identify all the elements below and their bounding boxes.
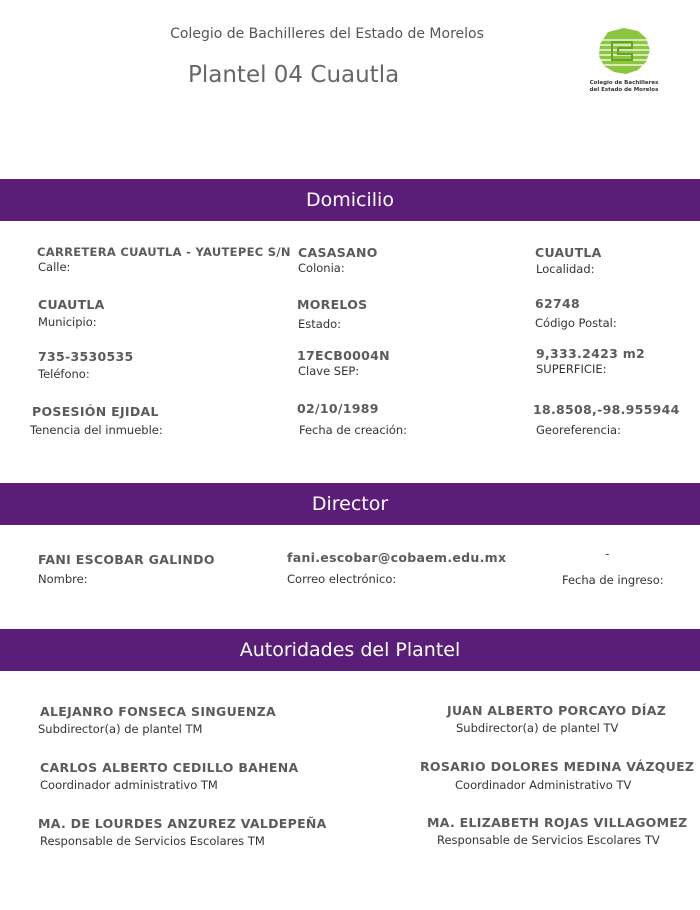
director-name-value: FANI ESCOBAR GALINDO	[38, 552, 215, 567]
calle-value: CARRETERA CUAUTLA - YAUTEPEC S/N	[37, 245, 291, 259]
authority-name: ALEJANRO FONSECA SINGUENZA	[40, 704, 276, 719]
authority-name: ROSARIO DOLORES MEDINA VÁZQUEZ	[420, 759, 695, 774]
codigo-postal-value: 62748	[535, 296, 580, 311]
logo-caption-line-2: del Estado de Morelos	[589, 87, 659, 93]
georeferencia-label: Georeferencia:	[536, 423, 621, 437]
fecha-ingreso-value: -	[605, 546, 610, 561]
authority-role: Coordinador Administrativo TV	[455, 778, 632, 792]
localidad-value: CUAUTLA	[535, 245, 602, 260]
authority-name: CARLOS ALBERTO CEDILLO BAHENA	[40, 760, 299, 775]
telefono-value: 735-3530535	[38, 349, 134, 364]
logo-caption	[578, 80, 670, 94]
superficie-value: 9,333.2423 m2	[536, 346, 646, 361]
cobaem-logo-icon	[594, 26, 654, 78]
tenencia-value: POSESIÓN EJIDAL	[32, 404, 159, 419]
fecha-creacion-value: 02/10/1989	[297, 401, 379, 416]
clave-sep-label: Clave SEP:	[298, 364, 360, 378]
authority-role: Subdirector(a) de plantel TV	[456, 721, 619, 735]
telefono-label: Teléfono:	[38, 367, 90, 381]
fecha-creacion-label: Fecha de creación:	[299, 423, 408, 437]
director-email-link[interactable]: fani.escobar@cobaem.edu.mx	[287, 550, 507, 565]
colonia-value: CASASANO	[298, 245, 378, 260]
clave-sep-value: 17ECB0004N	[297, 348, 390, 363]
director-email-label: Correo electrónico:	[287, 572, 397, 586]
authority-name: MA. ELIZABETH ROJAS VILLAGOMEZ	[427, 815, 688, 830]
director-section-header: Director	[0, 483, 700, 525]
estado-value: MORELOS	[297, 297, 368, 312]
calle-label: Calle:	[38, 260, 71, 274]
institution-name: Colegio de Bachilleres del Estado de Morelos	[170, 26, 484, 42]
colonia-label: Colonia:	[298, 261, 345, 275]
logo-caption-line-1: Colegio de Bachilleres	[589, 80, 659, 86]
authority-role: Responsable de Servicios Escolares TM	[40, 834, 265, 848]
authority-name: MA. DE LOURDES ANZUREZ VALDEPEÑA	[38, 816, 327, 831]
campus-title: Plantel 04 Cuautla	[188, 62, 400, 88]
domicilio-section-header: Domicilio	[0, 179, 700, 221]
localidad-label: Localidad:	[536, 262, 595, 276]
tenencia-label: Tenencia del inmueble:	[30, 423, 163, 437]
superficie-label: SUPERFICIE:	[536, 362, 607, 376]
authority-role: Responsable de Servicios Escolares TV	[437, 833, 660, 847]
codigo-postal-label: Código Postal:	[535, 316, 617, 330]
georeferencia-value: 18.8508,-98.955944	[533, 402, 680, 417]
authority-name: JUAN ALBERTO PORCAYO DÍAZ	[447, 703, 667, 718]
autoridades-section-header: Autoridades del Plantel	[0, 629, 700, 671]
municipio-label: Municipio:	[38, 315, 97, 329]
authority-role: Coordinador administrativo TM	[40, 778, 218, 792]
director-name-label: Nombre:	[38, 572, 88, 586]
authority-role: Subdirector(a) de plantel TM	[38, 722, 203, 736]
estado-label: Estado:	[298, 317, 342, 331]
fecha-ingreso-label: Fecha de ingreso:	[562, 573, 664, 587]
municipio-value: CUAUTLA	[38, 297, 105, 312]
